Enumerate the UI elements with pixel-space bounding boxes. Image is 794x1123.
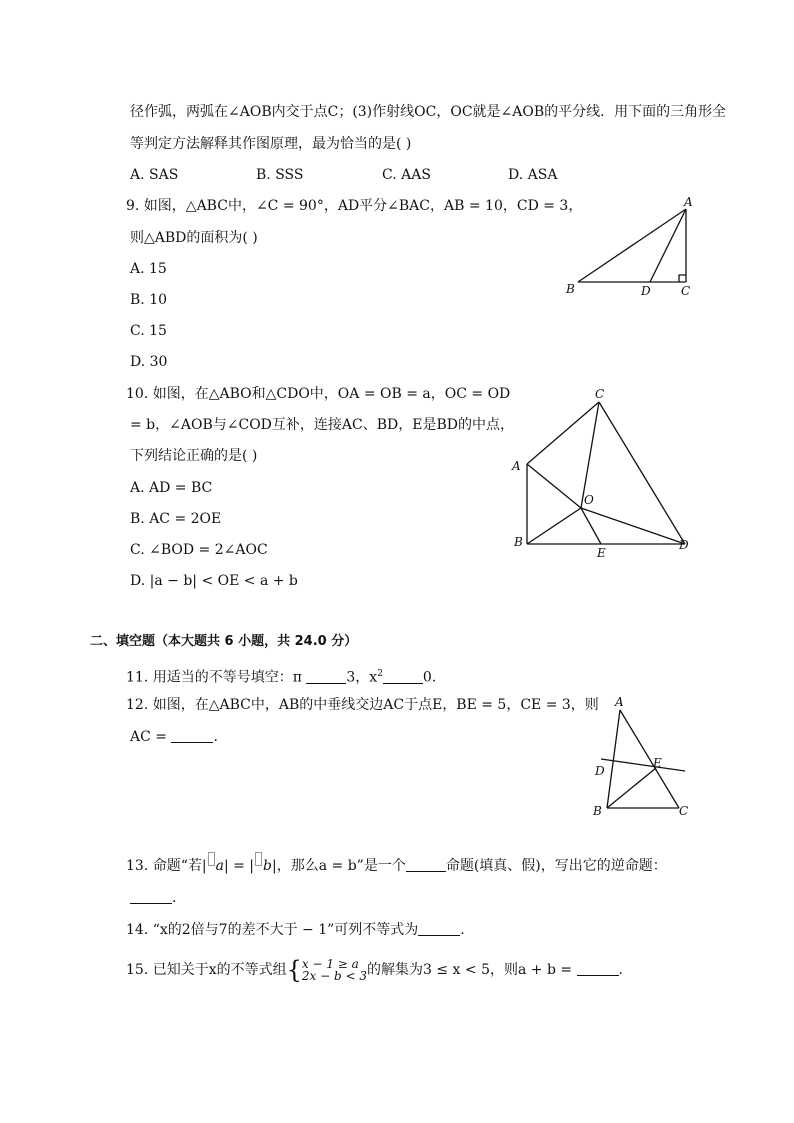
q12-label-b: B xyxy=(593,804,602,818)
q11-line xyxy=(126,664,436,688)
q10-option-c: C. ∠BOD = 2∠AOC xyxy=(130,542,268,558)
q9-label-d: D xyxy=(641,284,651,298)
q8-option-d: D. ASA xyxy=(508,167,558,183)
q13-part-3: |，那么a = b”是一个 xyxy=(272,858,406,874)
q10-label-e: E xyxy=(597,546,606,560)
q10-label-a: A xyxy=(512,459,521,473)
q9-label-a: A xyxy=(684,195,693,209)
q15-eq-2: 2x − b < 3 xyxy=(301,969,367,983)
q8-line-1: 径作弧，两弧在∠AOB内交于点C；(3)作射线OC，OC就是∠AOB的平分线．用下面的三角形全 xyxy=(130,104,727,120)
q8-option-a: A. SAS xyxy=(130,167,179,183)
q13-line-1 xyxy=(126,852,667,876)
q15-prefix: 15. 已知关于x的不等式组 xyxy=(126,962,287,978)
q15-suffix: . xyxy=(618,962,623,978)
q15-answer-blank[interactable] xyxy=(577,961,619,976)
q13-placeholder-box-b xyxy=(255,852,262,866)
q15-brace: { xyxy=(286,956,302,984)
q10-segment-bo xyxy=(527,508,581,544)
q12-label-a: A xyxy=(615,695,624,709)
q14-answer-blank[interactable] xyxy=(418,921,460,936)
q13-blank-converse[interactable] xyxy=(130,889,172,904)
q12-label-c: C xyxy=(679,804,689,818)
q10-line-3: 下列结论正确的是( ) xyxy=(130,448,258,464)
q12-triangle-figure xyxy=(585,694,700,822)
q9-option-b: B. 10 xyxy=(130,292,168,308)
q10-option-a: A. AD = BC xyxy=(130,480,213,496)
q9-bisector-ad xyxy=(650,209,686,282)
q10-segment-od xyxy=(581,508,685,544)
q12-line-2 xyxy=(130,727,218,747)
q10-option-d: D. |a − b| < OE < a + b xyxy=(130,573,298,589)
q11-blank-1[interactable] xyxy=(306,669,346,684)
q9-line-2: 则△ABD的面积为( ) xyxy=(130,230,258,246)
q9-right-angle-mark xyxy=(679,275,686,282)
section-2-heading: 二、填空题（本大题共 6 小题，共 24.0 分） xyxy=(90,634,358,649)
q9-option-d: D. 30 xyxy=(130,354,168,370)
q15-middle: 的解集为3 ≤ x < 5，则a + b = xyxy=(367,962,577,978)
q10-label-c: C xyxy=(595,387,605,401)
q9-line-1: 9. 如图，△ABC中，∠C = 90°，AD平分∠BAC，AB = 10，CD = 3， xyxy=(126,198,583,214)
q9-label-b: B xyxy=(566,282,575,296)
q10-line-2: = b，∠AOB与∠COD互补，连接AC、BD，E是BD的中点， xyxy=(130,417,514,433)
q11-suffix: 0. xyxy=(422,669,437,686)
q9-option-c: C. 15 xyxy=(130,323,167,339)
q8-line-2: 等判定方法解释其作图原理，最为恰当的是( ) xyxy=(130,136,412,152)
q13-line-2-suffix: . xyxy=(172,890,177,906)
q12-side-ab xyxy=(607,710,620,808)
q13-var-a: a xyxy=(215,858,224,874)
q15-line xyxy=(126,956,623,984)
q10-label-o: O xyxy=(584,493,594,507)
q13-line-2 xyxy=(130,888,176,908)
q13-placeholder-box-a xyxy=(208,852,215,866)
q14-suffix: . xyxy=(460,922,465,938)
q9-triangle-figure xyxy=(560,192,700,304)
q12-label-d: D xyxy=(595,764,605,778)
q15-eq-1: x − 1 ≥ a xyxy=(301,957,359,971)
q10-option-b: B. AC = 2OE xyxy=(130,511,222,527)
q8-option-b: B. SSS xyxy=(256,167,304,183)
q9-label-c: C xyxy=(681,284,691,298)
q12-perpendicular-bisector xyxy=(601,759,685,771)
q12-answer-blank[interactable] xyxy=(171,728,213,743)
q11-blank-2[interactable] xyxy=(383,669,423,684)
q10-line-1: 10. 如图，在△ABO和△CDO中，OA = OB = a，OC = OD xyxy=(126,386,511,402)
q13-var-b: b xyxy=(263,858,272,874)
q11-prefix: 11. 用适当的不等号填空：π xyxy=(126,669,307,686)
q10-segment-ao xyxy=(527,464,581,508)
q10-label-b: B xyxy=(514,535,523,549)
q9-side-ab xyxy=(578,209,686,282)
q12-line-2-prefix: AC = xyxy=(130,729,172,745)
q14-prefix: 14. “x的2倍与7的差不大于 − 1”可列不等式为 xyxy=(126,922,419,938)
q13-part-2: | = | xyxy=(223,858,255,874)
q12-line-2-suffix: . xyxy=(213,729,218,745)
q11-superscript: 2 xyxy=(377,669,383,679)
q13-part-1: 13. 命题“若| xyxy=(126,858,207,874)
q8-option-c: C. AAS xyxy=(382,167,431,183)
q11-mid: 3，x xyxy=(346,669,378,686)
q10-segment-ac xyxy=(527,402,599,464)
q12-label-e: E xyxy=(653,756,662,770)
q12-side-ac xyxy=(620,710,679,808)
q10-segment-cd xyxy=(599,402,685,544)
q13-part-4: 命题(填真、假)，写出它的逆命题： xyxy=(445,858,667,874)
q12-line-1: 12. 如图，在△ABC中，AB的中垂线交边AC于点E，BE = 5，CE = 3，则 xyxy=(126,697,599,713)
q10-label-d: D xyxy=(679,538,689,552)
q14-line xyxy=(126,920,465,940)
q12-segment-be xyxy=(607,768,656,808)
q15-system xyxy=(302,958,367,982)
q10-quadrilateral-figure xyxy=(505,382,705,562)
q9-option-a: A. 15 xyxy=(130,261,167,277)
q13-blank-true-false[interactable] xyxy=(406,857,446,872)
